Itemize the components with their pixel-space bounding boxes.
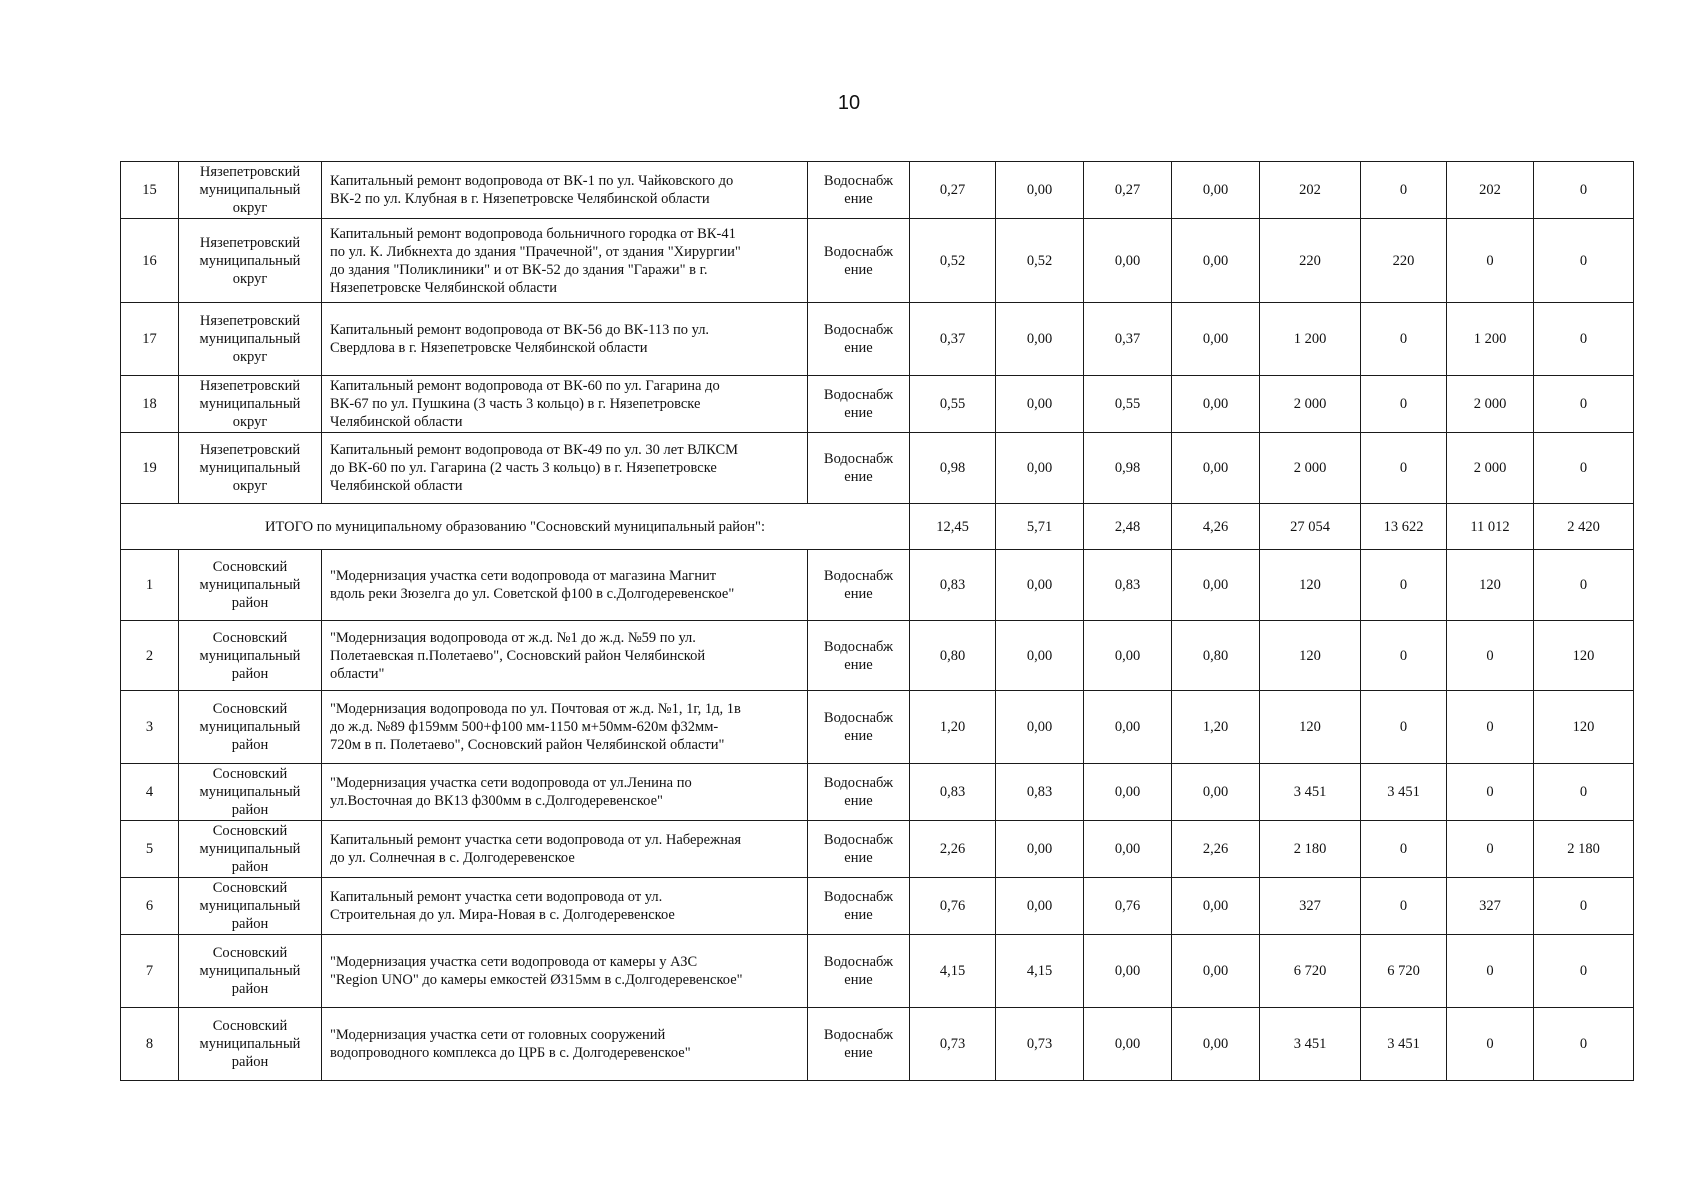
table-row [121,691,1634,764]
value-cell: 1,20 [1172,691,1260,764]
value-cell: 327 [1447,878,1534,935]
value-cell: 120 [1447,550,1534,621]
description-cell-line: Капитальный ремонт участка сети водопровода от ул. [330,889,663,905]
value-cell: 0 [1447,219,1534,303]
value-cell: 0,52 [996,219,1084,303]
table-row [121,878,1634,935]
value-cell: 0,37 [910,303,996,376]
value-cell: 120 [1260,550,1361,621]
value-cell: 220 [1361,219,1447,303]
municipality-cell-line: Сосновский [212,945,288,961]
value-cell: 0,00 [1084,935,1172,1008]
value-cell: 2 000 [1447,376,1534,433]
row-number: 15 [121,162,179,219]
municipality-cell [179,376,322,433]
type-cell [808,935,910,1008]
type-cell [808,691,910,764]
table-row [121,764,1634,821]
description-cell-line: "Region UNO" до камеры емкостей Ø315мм в с.Долгодеревенское" [330,972,743,988]
municipality-cell-line: Сосновский [212,559,288,575]
value-cell: 0,55 [1084,376,1172,433]
description-cell-line: ВК-2 по ул. Клубная в г. Нязепетровске Челябинской области [330,191,710,207]
municipality-cell-line: Нязепетровский [199,164,301,180]
type-cell [808,219,910,303]
value-cell: 2,26 [1172,821,1260,878]
value-cell: 0 [1534,550,1634,621]
value-cell: 0,00 [996,878,1084,935]
value-cell: 2 180 [1260,821,1361,878]
row-number: 6 [121,878,179,935]
municipality-cell-line: Сосновский [212,629,288,646]
value-cell: 0,73 [910,1008,996,1081]
table-row [121,1008,1634,1081]
municipality-cell-line: муниципальный [199,460,301,476]
value-cell: 0 [1534,764,1634,821]
municipality-cell-line: Сосновский [212,823,288,839]
description-cell-line: Свердлова в г. Нязепетровске Челябинской области [330,340,648,356]
type-cell-line: Водоснабж [823,243,894,260]
type-cell-line: Водоснабж [823,173,894,189]
description-cell-line: Капитальный ремонт участка сети водопровода от ул. Набережная [330,832,741,848]
municipality-cell [179,219,322,303]
value-cell: 12,45 [910,504,996,550]
value-cell: 0,83 [996,764,1084,821]
value-cell: 120 [1260,691,1361,764]
municipality-cell-line: округ [232,349,268,365]
description-cell-line: до ж.д. №89 ф159мм 500+ф100 мм-1150 м+50мм-620м ф32мм- [330,719,719,735]
value-cell: 0 [1447,1008,1534,1081]
type-cell-line: Водоснабж [823,710,894,726]
value-cell: 1,20 [910,691,996,764]
value-cell: 0,00 [1172,376,1260,433]
municipality-cell-line: район [231,737,269,753]
description-cell-line: "Модернизация участка сети водопровода от ул.Ленина по [330,775,692,791]
municipality-cell-line: Нязепетровский [199,234,301,251]
type-cell-line: Водоснабж [823,775,894,791]
value-cell: 0,00 [1084,1008,1172,1081]
value-cell: 4,15 [910,935,996,1008]
municipality-cell [179,433,322,504]
value-cell: 0,98 [910,433,996,504]
type-cell-line: ение [844,469,873,485]
type-cell [808,878,910,935]
value-cell: 0 [1361,691,1447,764]
row-number: 5 [121,821,179,878]
value-cell: 0,27 [1084,162,1172,219]
description-cell [322,935,808,1008]
municipality-cell [179,691,322,764]
value-cell: 0,98 [1084,433,1172,504]
value-cell: 120 [1260,621,1361,691]
value-cell: 0,00 [996,303,1084,376]
description-cell-line: Капитальный ремонт водопровода от ВК-49 по ул. 30 лет ВЛКСМ [330,442,739,458]
row-number: 4 [121,764,179,821]
value-cell: 202 [1447,162,1534,219]
municipality-cell-line: район [231,1054,269,1070]
value-cell: 3 451 [1260,764,1361,821]
municipality-cell-line: Нязепетровский [199,378,301,394]
type-cell-line: Водоснабж [823,889,894,905]
municipality-cell-line: муниципальный [199,577,301,593]
type-cell-line: ение [844,972,873,988]
type-cell [808,550,910,621]
municipality-cell [179,1008,322,1081]
table-row [121,935,1634,1008]
value-cell: 0,00 [996,162,1084,219]
value-cell: 0 [1361,433,1447,504]
row-number: 18 [121,376,179,433]
type-cell [808,433,910,504]
value-cell: 0,00 [996,376,1084,433]
row-number: 7 [121,935,179,1008]
value-cell: 0,00 [996,550,1084,621]
description-cell-line: "Модернизация водопровода по ул. Почтовая от ж.д. №1, 1г, 1д, 1в [330,701,741,717]
municipality-cell [179,878,322,935]
table-row [121,821,1634,878]
municipality-cell-line: Сосновский [212,1018,288,1034]
description-cell [322,691,808,764]
row-number: 17 [121,303,179,376]
value-cell: 0,83 [910,550,996,621]
municipality-cell-line: муниципальный [199,719,301,735]
value-cell: 0,83 [910,764,996,821]
value-cell: 120 [1534,621,1634,691]
value-cell: 0,00 [1084,219,1172,303]
value-cell: 0 [1361,621,1447,691]
description-cell-line: "Модернизация водопровода от ж.д. №1 до ж.д. №59 по ул. [330,629,696,646]
value-cell: 1 200 [1447,303,1534,376]
municipality-cell-line: округ [232,200,268,216]
value-cell: 0 [1361,821,1447,878]
row-number: 1 [121,550,179,621]
description-cell [322,1008,808,1081]
type-cell-line: ение [844,728,873,744]
municipality-cell-line: район [231,595,269,611]
municipality-cell [179,621,322,691]
value-cell: 327 [1260,878,1361,935]
total-label: ИТОГО по муниципальному образованию "Сосновский муниципальный район": [121,504,910,550]
value-cell: 3 451 [1361,764,1447,821]
description-cell-line: "Модернизация участка сети водопровода от магазина Магнит [330,568,717,584]
value-cell: 0,00 [1172,162,1260,219]
value-cell: 13 622 [1361,504,1447,550]
type-cell [808,376,910,433]
value-cell: 0,00 [996,433,1084,504]
value-cell: 2 000 [1447,433,1534,504]
table-row [121,433,1634,504]
description-cell-line: до ВК-60 по ул. Гагарина (2 часть 3 кольцо) в г. Нязепетровске [330,460,717,476]
value-cell: 0,00 [1172,878,1260,935]
value-cell: 5,71 [996,504,1084,550]
municipality-cell-line: район [231,665,269,682]
value-cell: 1 200 [1260,303,1361,376]
value-cell: 0 [1361,162,1447,219]
value-cell: 11 012 [1447,504,1534,550]
value-cell: 0,00 [996,691,1084,764]
value-cell: 2 180 [1534,821,1634,878]
type-cell-line: Водоснабж [823,954,894,970]
type-cell-line: ение [844,656,873,673]
description-cell-line: Строительная до ул. Мира-Новая в с. Долгодеревенское [330,907,675,923]
municipality-cell-line: муниципальный [199,963,301,979]
value-cell: 2 000 [1260,376,1361,433]
type-cell [808,621,910,691]
value-cell: 0 [1447,935,1534,1008]
table-row [121,550,1634,621]
value-cell: 3 451 [1260,1008,1361,1081]
description-cell [322,162,808,219]
value-cell: 0 [1361,878,1447,935]
value-cell: 0,52 [910,219,996,303]
description-cell-line: ул.Восточная до ВК13 ф300мм в с.Долгодеревенское" [330,793,663,809]
type-cell-line: ение [844,340,873,356]
municipality-cell-line: муниципальный [199,1036,301,1052]
type-cell-line: Водоснабж [823,568,894,584]
value-cell: 0,80 [910,621,996,691]
value-cell: 0,83 [1084,550,1172,621]
municipality-cell-line: Нязепетровский [199,313,301,329]
municipality-cell-line: район [231,981,269,997]
value-cell: 0,76 [910,878,996,935]
row-number: 19 [121,433,179,504]
value-cell: 0,00 [1172,433,1260,504]
value-cell: 0,73 [996,1008,1084,1081]
value-cell: 2,48 [1084,504,1172,550]
type-cell [808,821,910,878]
municipality-cell-line: муниципальный [199,784,301,800]
description-cell-line: "Модернизация участка сети водопровода от камеры у АЗС [330,954,698,970]
value-cell: 0,00 [1084,621,1172,691]
type-cell-line: Водоснабж [823,451,894,467]
municipality-cell [179,935,322,1008]
value-cell: 2 000 [1260,433,1361,504]
municipality-cell-line: муниципальный [199,252,301,269]
municipality-cell-line: район [231,802,269,818]
value-cell: 0,00 [1084,821,1172,878]
municipality-cell-line: округ [232,478,268,494]
type-cell-line: Водоснабж [823,1027,894,1043]
value-cell: 0 [1534,878,1634,935]
value-cell: 0,76 [1084,878,1172,935]
value-cell: 0,00 [996,821,1084,878]
municipality-cell-line: округ [232,414,268,430]
row-number: 2 [121,621,179,691]
value-cell: 0 [1534,219,1634,303]
table-row [121,162,1634,219]
value-cell: 120 [1534,691,1634,764]
value-cell: 0 [1361,376,1447,433]
description-cell-line: Челябинской области [330,414,463,430]
type-cell-line: Водоснабж [823,832,894,848]
value-cell: 0,00 [1172,219,1260,303]
row-number: 16 [121,219,179,303]
description-cell-line: 720м в п. Полетаево", Сосновский район Челябинской области" [330,737,725,753]
description-cell [322,878,808,935]
description-cell [322,303,808,376]
value-cell: 0 [1534,162,1634,219]
table-row [121,219,1634,303]
description-cell-line: области" [330,665,385,682]
value-cell: 0,80 [1172,621,1260,691]
municipality-cell [179,764,322,821]
description-cell-line: Челябинской области [330,478,463,494]
value-cell: 0 [1534,303,1634,376]
value-cell: 0,00 [1172,1008,1260,1081]
municipality-cell-line: муниципальный [199,647,301,664]
value-cell: 0,00 [1084,691,1172,764]
municipality-cell [179,303,322,376]
type-cell-line: ение [844,191,873,207]
municipality-cell-line: муниципальный [199,898,301,914]
value-cell: 6 720 [1361,935,1447,1008]
type-cell-line: ение [844,261,873,278]
description-cell-line: по ул. К. Либкнехта до здания "Прачечной", от здания "Хирургии" [330,243,741,260]
value-cell: 2 420 [1534,504,1634,550]
municipality-cell-line: муниципальный [199,841,301,857]
value-cell: 0 [1447,691,1534,764]
type-cell-line: ение [844,1045,873,1061]
value-cell: 0,37 [1084,303,1172,376]
description-cell [322,821,808,878]
table-row [121,621,1634,691]
page-number: 10 [837,92,861,114]
description-cell [322,219,808,303]
type-cell [808,1008,910,1081]
type-cell [808,764,910,821]
municipality-cell [179,162,322,219]
value-cell: 0 [1534,433,1634,504]
value-cell: 0,27 [910,162,996,219]
table-body [121,162,1634,1081]
row-number: 8 [121,1008,179,1081]
value-cell: 0 [1447,821,1534,878]
value-cell: 0 [1534,376,1634,433]
table-row [121,303,1634,376]
description-cell-line: до ул. Солнечная в с. Долгодеревенское [330,850,575,866]
description-cell-line: Полетаевская п.Полетаево", Сосновский район Челябинской [330,647,706,664]
value-cell: 0 [1534,935,1634,1008]
description-cell-line: ВК-67 по ул. Пушкина (3 часть 3 кольцо) в г. Нязепетровске [330,396,701,412]
value-cell: 0,00 [1172,303,1260,376]
description-cell-line: Капитальный ремонт водопровода больничного городка от ВК-41 [330,225,736,242]
type-cell-line: Водоснабж [823,322,894,338]
municipality-cell-line: район [231,859,269,875]
row-number: 3 [121,691,179,764]
municipality-cell-line: Нязепетровский [199,442,301,458]
value-cell: 0,00 [1172,935,1260,1008]
description-cell [322,764,808,821]
municipality-cell-line: округ [232,270,268,287]
value-cell: 0 [1361,550,1447,621]
value-cell: 3 451 [1361,1008,1447,1081]
description-cell [322,550,808,621]
type-cell-line: ение [844,586,873,602]
municipality-cell [179,550,322,621]
value-cell: 0 [1447,621,1534,691]
value-cell: 0 [1534,1008,1634,1081]
description-cell [322,376,808,433]
value-cell: 202 [1260,162,1361,219]
value-cell: 27 054 [1260,504,1361,550]
type-cell-line: Водоснабж [823,638,894,655]
description-cell-line: Капитальный ремонт водопровода от ВК-60 по ул. Гагарина до [330,378,720,394]
value-cell: 6 720 [1260,935,1361,1008]
value-cell: 0,00 [996,621,1084,691]
municipality-cell-line: муниципальный [199,331,301,347]
type-cell-line: ение [844,907,873,923]
total-row [121,504,1634,550]
description-cell-line: Нязепетровске Челябинской области [330,279,557,296]
municipality-cell-line: муниципальный [199,182,301,198]
type-cell-line: ение [844,850,873,866]
description-cell-line: водопроводного комплекса до ЦРБ в с. Долгодеревенское" [330,1045,691,1061]
description-cell [322,433,808,504]
value-cell: 0,55 [910,376,996,433]
type-cell-line: ение [844,405,873,421]
value-cell: 220 [1260,219,1361,303]
type-cell [808,303,910,376]
value-cell: 0 [1447,764,1534,821]
value-cell: 0 [1361,303,1447,376]
type-cell [808,162,910,219]
description-cell-line: Капитальный ремонт водопровода от ВК-56 до ВК-113 по ул. [330,322,710,338]
value-cell: 0,00 [1172,550,1260,621]
description-cell-line: вдоль реки Зюзелга до ул. Советской ф100 в с.Долгодеревенское" [330,586,735,602]
description-cell-line: до здания "Поликлиники" и от ВК-52 до здания "Гаражи" в г. [330,261,708,278]
type-cell-line: Водоснабж [823,387,894,403]
value-cell: 0,00 [1172,764,1260,821]
municipality-cell-line: муниципальный [199,396,301,412]
type-cell-line: ение [844,793,873,809]
value-cell: 4,15 [996,935,1084,1008]
municipality-cell-line: Сосновский [212,880,288,896]
projects-table [120,161,1634,1081]
municipality-cell [179,821,322,878]
table-row [121,376,1634,433]
value-cell: 2,26 [910,821,996,878]
description-cell-line: Капитальный ремонт водопровода от ВК-1 по ул. Чайковского до [330,173,734,189]
description-cell [322,621,808,691]
description-cell-line: "Модернизация участка сети от головных сооружений [330,1027,666,1043]
value-cell: 4,26 [1172,504,1260,550]
municipality-cell-line: район [231,916,269,932]
value-cell: 0,00 [1084,764,1172,821]
municipality-cell-line: Сосновский [212,766,288,782]
municipality-cell-line: Сосновский [212,701,288,717]
